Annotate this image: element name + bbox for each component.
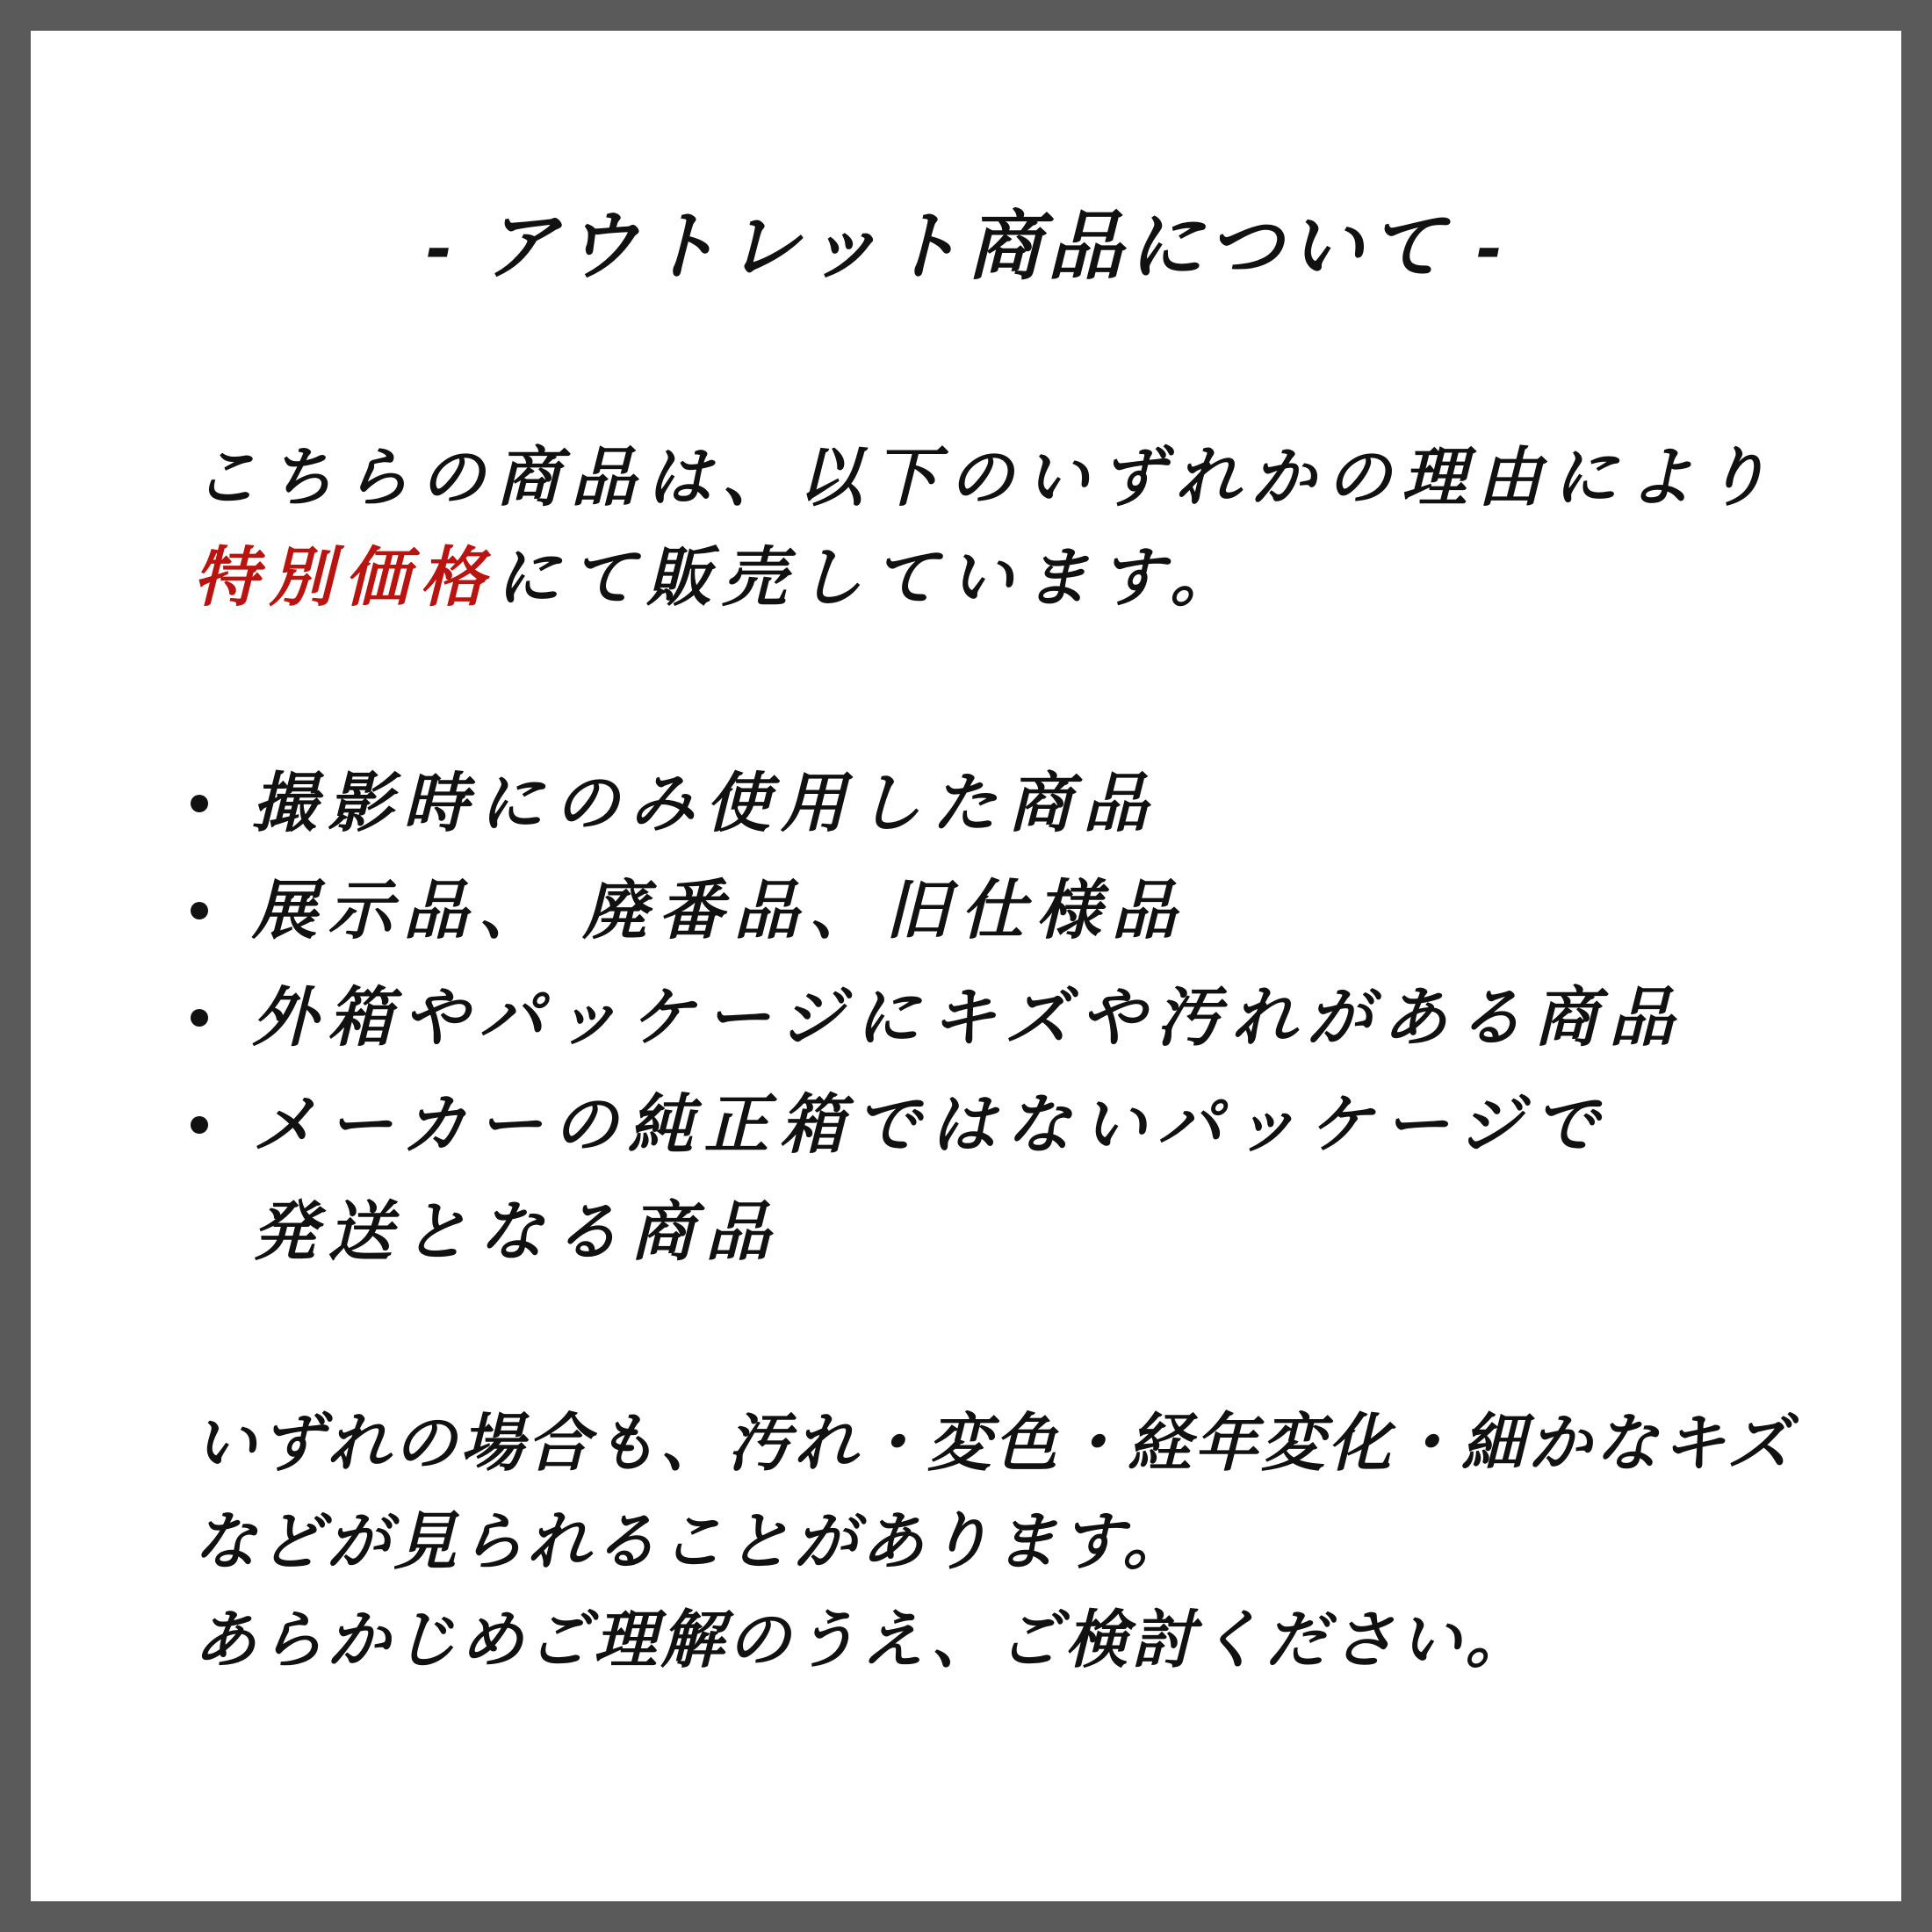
list-item-text-line-2: 発送となる商品 bbox=[252, 1195, 781, 1268]
intro-line-1: こちらの商品は、以下のいずれかの理由により bbox=[193, 441, 1779, 514]
list-item bbox=[180, 750, 1684, 857]
list-item-text: 外箱やパッケージにキズや汚れがある商品 bbox=[252, 981, 1685, 1054]
list-item-text: 撮影時にのみ使用した商品 bbox=[252, 767, 1158, 840]
intro-line-2-rest: にて販売しています。 bbox=[495, 541, 1246, 614]
footer-line-3: あらかじめご理解のうえ、ご検討ください。 bbox=[193, 1605, 1532, 1676]
list-item-text bbox=[252, 1071, 1609, 1286]
list-item bbox=[180, 964, 1684, 1071]
list-item bbox=[180, 1071, 1684, 1286]
bullet-dot-icon bbox=[180, 1071, 252, 1179]
special-price-highlight: 特別価格 bbox=[193, 541, 495, 614]
bullet-dot-icon bbox=[180, 964, 252, 1071]
list-item-text-line-1: メーカーの純正箱ではないパッケージで bbox=[252, 1088, 1610, 1161]
footer-line-2: などが見られることがあります。 bbox=[193, 1507, 1190, 1577]
reason-list bbox=[180, 750, 1684, 1286]
page-title: - アウトレット商品について - bbox=[425, 205, 1507, 289]
list-item bbox=[180, 857, 1684, 964]
footer-line-1: いずれの場合も、汚れ・変色・経年変化・細かなキズ bbox=[193, 1409, 1794, 1479]
bullet-dot-icon bbox=[180, 857, 252, 964]
intro-paragraph bbox=[193, 428, 1779, 628]
intro-line-2 bbox=[193, 528, 1779, 628]
notice-sheet bbox=[31, 31, 1901, 1901]
bullet-dot-icon bbox=[180, 750, 252, 857]
footer-note bbox=[193, 1395, 1794, 1690]
list-item-text: 展示品、 廃番品、旧仕様品 bbox=[252, 874, 1187, 947]
